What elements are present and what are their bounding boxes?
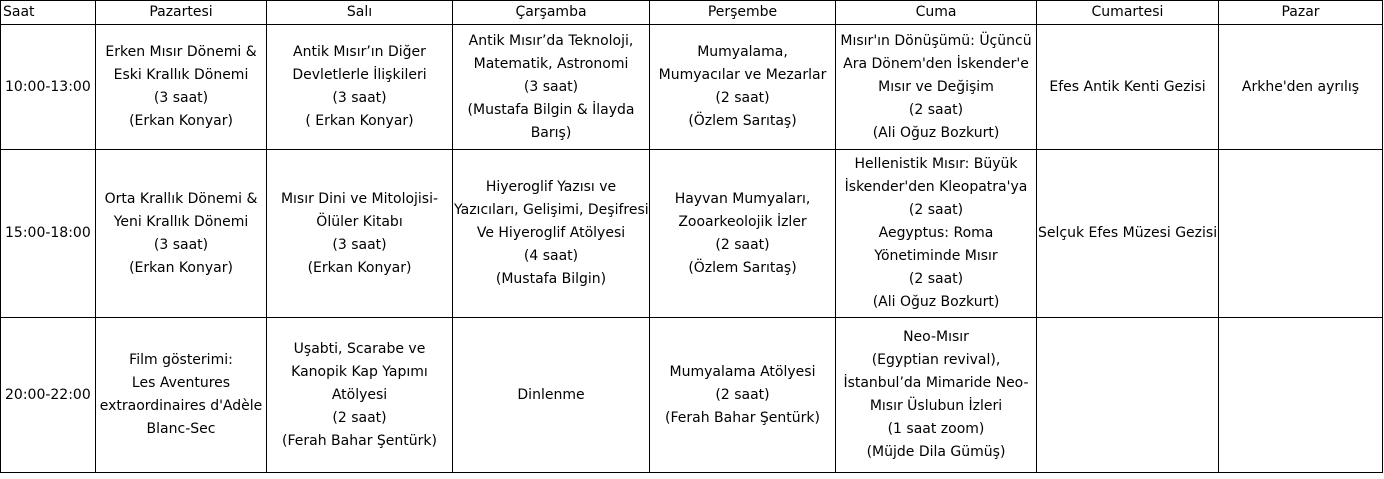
session-text-line: İstanbul’da Mimaride Neo-	[843, 375, 1029, 391]
session-cell-cumartesi	[1037, 318, 1219, 473]
session-text-line: Zooarkeolojik İzler	[678, 213, 807, 230]
session-text-line: (3 saat)	[332, 236, 387, 253]
time-slot: 10:00-13:00	[1, 25, 96, 150]
session-text-line: (2 saat)	[908, 202, 964, 218]
session-text-line: Mısır Dini ve Mitolojisi-	[280, 190, 439, 207]
schedule-body	[1, 25, 1383, 473]
session-text-line: (4 saat)	[523, 248, 579, 264]
session-cell-pazartesi	[96, 25, 267, 150]
session-cell-cuma	[836, 25, 1037, 150]
session-text-line: (Erkan Konyar)	[129, 259, 233, 276]
session-text-line: (Mustafa Bilgin & İlayda	[467, 101, 635, 118]
header-saat: Saat	[1, 1, 96, 25]
session-cell-carsamba	[453, 318, 650, 473]
session-text-line: (Erkan Konyar)	[307, 259, 412, 276]
session-text-line: (Mustafa Bilgin)	[495, 271, 607, 287]
session-text-line: Uşabti, Scarabe ve	[293, 340, 426, 357]
session-text-line: Hayvan Mumyaları,	[674, 190, 811, 207]
session-text-line: (2 saat)	[715, 90, 770, 106]
session-text-line: (Ali Oğuz Bozkurt)	[872, 124, 1000, 141]
session-cell-carsamba	[453, 25, 650, 150]
session-text-line: (3 saat)	[153, 236, 209, 253]
session-text-line: Yeni Krallık Dönemi	[113, 213, 249, 230]
session-text-line: Selçuk Efes Müzesi Gezisi	[1038, 225, 1218, 241]
session-cell-cumartesi	[1037, 150, 1219, 318]
session-text-line: Eski Krallık Dönemi	[113, 67, 249, 83]
session-text-line: Yazıcıları, Gelişimi, Deşifresi	[454, 202, 649, 218]
session-cell-pazartesi	[96, 150, 267, 318]
session-text-line: Kanopik Kap Yapımı	[291, 363, 428, 380]
session-text-line: Devletlerle İlişkileri	[292, 67, 427, 83]
session-text-line: Hellenistik Mısır: Büyük	[854, 156, 1018, 172]
header-row	[1, 1, 1383, 25]
session-text-line: Barış)	[530, 124, 572, 141]
session-text-line: Yönetiminde Mısır	[874, 248, 998, 264]
session-text-line: (Ferah Bahar Şentürk)	[665, 409, 820, 426]
time-slot: 20:00-22:00	[1, 318, 96, 473]
session-text-line: Mısır ve Değişim	[878, 78, 994, 95]
session-text-line: (2 saat)	[908, 101, 964, 118]
session-cell-cuma	[836, 318, 1037, 473]
session-text-line: Mumyacılar ve Mezarlar	[658, 67, 827, 83]
session-text-line: Antik Mısır’ın Diğer	[293, 44, 426, 60]
session-cell-pazar	[1219, 25, 1383, 150]
session-cell-sali	[267, 318, 453, 473]
session-text-line: Ölüler Kitabı	[316, 213, 403, 230]
header-pazartesi: Pazartesi	[96, 1, 267, 25]
session-cell-persembe	[650, 150, 836, 318]
session-text-line: (2 saat)	[332, 409, 387, 426]
session-text-line: Dinlenme	[517, 386, 585, 403]
session-text-line: (3 saat)	[332, 90, 387, 106]
session-text-line: (2 saat)	[908, 271, 964, 287]
session-text-line: İskender'den Kleopatra'ya	[844, 179, 1028, 195]
session-text-line: Matematik, Astronomi	[473, 55, 629, 72]
time-slot: 15:00-18:00	[1, 150, 96, 318]
session-cell-pazartesi	[96, 318, 267, 473]
session-text-line: Blanc-Sec	[146, 421, 216, 437]
session-cell-sali	[267, 25, 453, 150]
session-text-line: (Erkan Konyar)	[129, 113, 233, 129]
session-text-line: Aegyptus: Roma	[878, 225, 994, 241]
session-text-line: Erken Mısır Dönemi &	[105, 44, 257, 60]
table-row	[1, 150, 1383, 318]
session-text-line: Orta Krallık Dönemi &	[104, 190, 258, 207]
header-cumartesi: Cumartesi	[1037, 1, 1219, 25]
session-cell-pazar	[1219, 150, 1383, 318]
session-text-line: Mumyalama Atölyesi	[669, 363, 816, 380]
header-persembe: Perşembe	[650, 1, 836, 25]
session-text-line: Efes Antik Kenti Gezisi	[1049, 78, 1206, 95]
session-text-line: (3 saat)	[523, 78, 579, 95]
header-pazar: Pazar	[1219, 1, 1383, 25]
session-cell-pazar	[1219, 318, 1383, 473]
session-text-line: (2 saat)	[715, 236, 770, 253]
session-text-line: (Özlem Sarıtaş)	[688, 259, 797, 276]
table-row	[1, 318, 1383, 473]
session-cell-carsamba	[453, 150, 650, 318]
session-text-line: Atölyesi	[331, 386, 388, 403]
header-carsamba: Çarşamba	[453, 1, 650, 25]
session-text-line: Hiyeroglif Yazısı ve	[485, 179, 617, 195]
session-text-line: (2 saat)	[715, 386, 770, 403]
session-text-line: Ara Dönem'den İskender'e	[843, 55, 1029, 72]
session-cell-persembe	[650, 25, 836, 150]
session-text-line: Antik Mısır’da Teknoloji,	[468, 32, 634, 49]
session-text-line: Mısır'ın Dönüşümü: Üçüncü	[840, 32, 1032, 49]
session-cell-cumartesi	[1037, 25, 1219, 150]
session-text-line: Ve Hiyeroglif Atölyesi	[476, 225, 626, 241]
session-text-line: (Ali Oğuz Bozkurt)	[872, 294, 1000, 310]
session-text-line: Les Aventures	[131, 375, 231, 391]
session-text-line: Mısır Üslubun İzleri	[869, 398, 1003, 414]
session-text-line: Film gösterimi:	[129, 352, 233, 368]
session-text-line: extraordinaires d'Adèle	[99, 398, 263, 414]
header-cuma: Cuma	[836, 1, 1037, 25]
session-text-line: (1 saat zoom)	[887, 421, 985, 437]
session-text-line: (Özlem Sarıtaş)	[688, 113, 797, 129]
session-text-line: ( Erkan Konyar)	[305, 113, 414, 129]
session-cell-persembe	[650, 318, 836, 473]
session-text-line: (Müjde Dila Gümüş)	[866, 444, 1006, 460]
session-text-line: Arkhe'den ayrılış	[1241, 78, 1360, 95]
session-text-line: (Ferah Bahar Şentürk)	[282, 432, 437, 449]
session-text-line: (3 saat)	[153, 90, 209, 106]
header-sali: Salı	[267, 1, 453, 25]
session-cell-sali	[267, 150, 453, 318]
session-cell-cuma	[836, 150, 1037, 318]
session-text-line: (Egyptian revival),	[871, 352, 1001, 368]
session-text-line: Neo-Mısır	[903, 329, 969, 345]
table-row	[1, 25, 1383, 150]
session-text-line: Mumyalama,	[697, 44, 788, 60]
